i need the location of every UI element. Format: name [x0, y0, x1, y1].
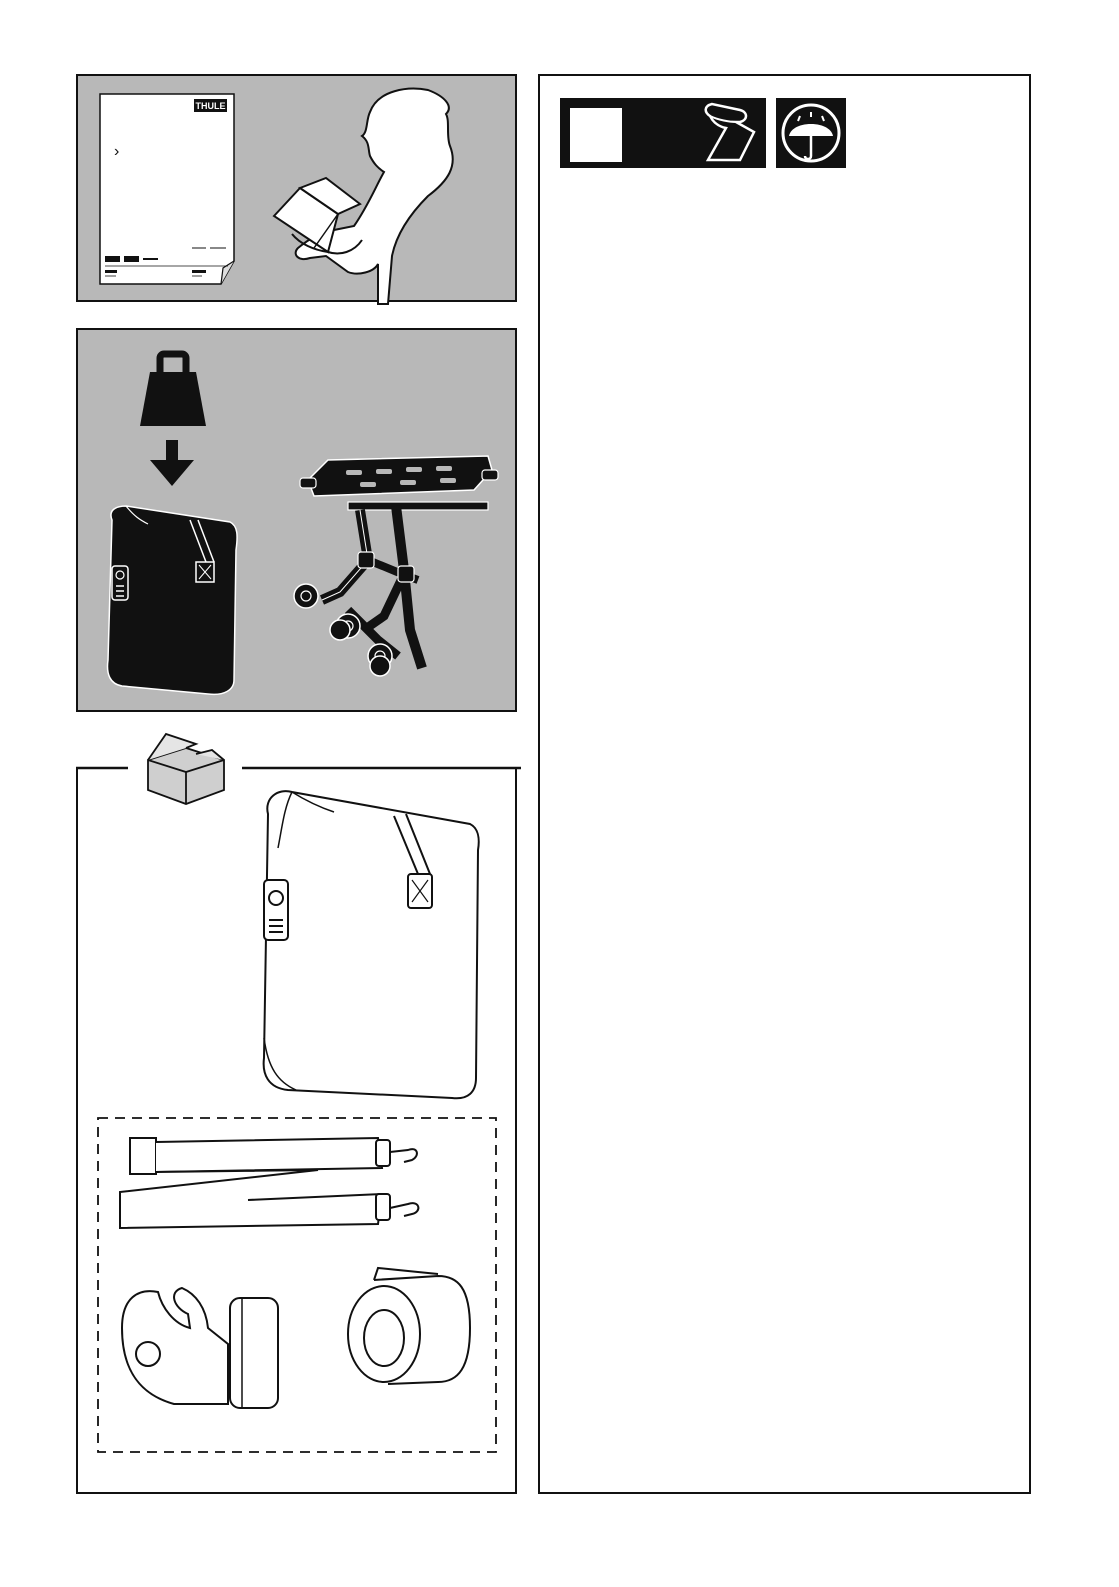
instructions-text-panel [538, 74, 1031, 1494]
open-box-icon [140, 730, 230, 806]
rail-insert-icon [78, 768, 519, 1494]
thule-logo-text: THULE [195, 101, 226, 111]
load-limit-panel [76, 328, 517, 712]
manual-arrow-glyph: › [114, 143, 120, 160]
person-reading-icon [78, 76, 519, 304]
bike-rack-icon [78, 330, 519, 714]
read-manual-panel [76, 74, 517, 302]
package-contents-panel [76, 768, 517, 1494]
waterproof-umbrella-icon [540, 76, 1033, 1496]
